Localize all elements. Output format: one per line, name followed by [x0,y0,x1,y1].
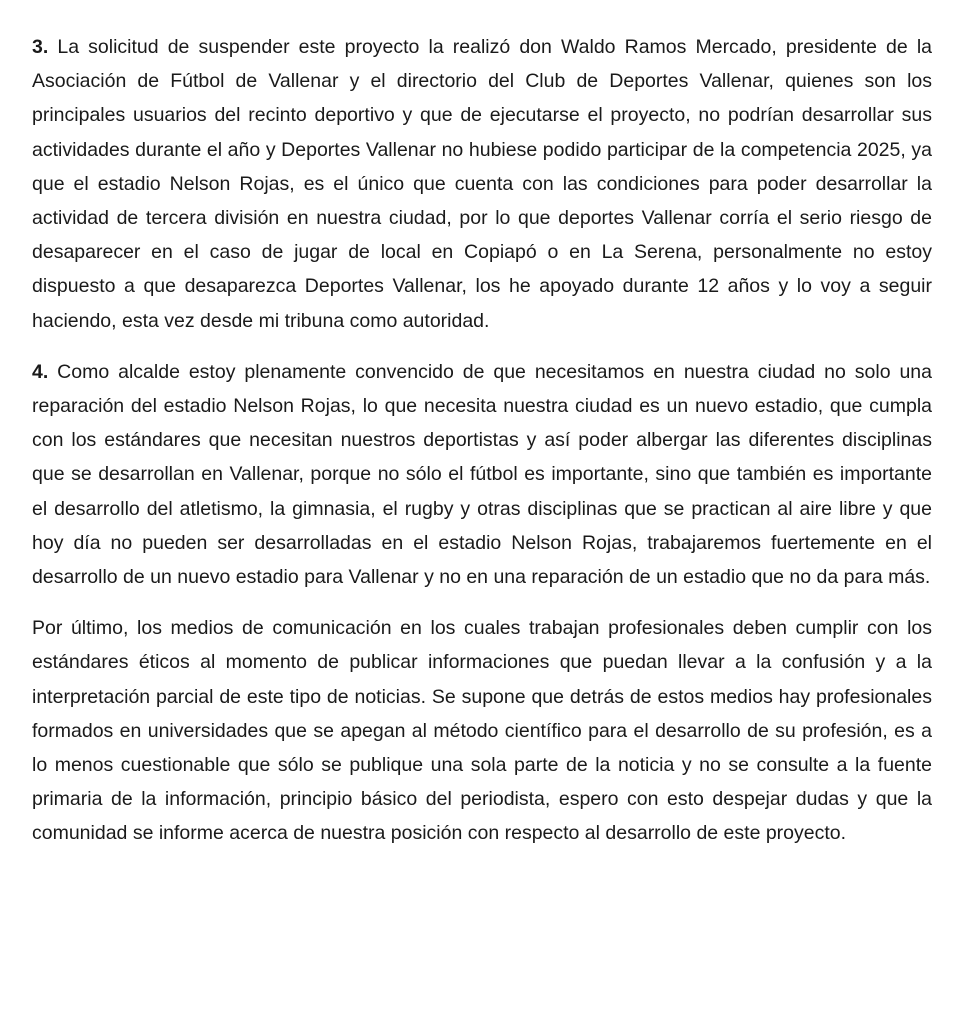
paragraph-4 [32,355,932,594]
paragraph-number: 4. [32,360,49,383]
document-body [32,30,932,868]
paragraph-3 [32,30,932,338]
paragraph-text: La solicitud de suspender este proyecto la realizó don Waldo Ramos Mercado, presidente de la Asociación de Fútbol de Vallenar y el directorio del Club de Deportes Vallenar, quienes son los principales usuarios del recinto deportivo y que de ejecutarse el proyecto, no podrían desarrollar sus actividades durante el año y Deportes Vallenar no hubiese podido participar de la competencia 2025, ya que el estadio Nelson Rojas, es el único que cuenta con las condiciones para poder desarrollar la actividad de tercera división en nuestra ciudad, por lo que deportes Vallenar corría el serio riesgo de desaparecer en el caso de jugar de local en Copiapó o en La Serena, personalmente no estoy dispuesto a que desaparezca Deportes Vallenar, los he apoyado durante 12 años y lo voy a seguir haciendo, esta vez desde mi tribuna como autoridad. [32,36,932,332]
paragraph-text: Como alcalde estoy plenamente convencido de que necesitamos en nuestra ciudad no solo una reparación del estadio Nelson Rojas, lo que necesita nuestra ciudad es un nuevo estadio, que cumpla con los estándares que necesitan nuestros deportistas y así poder albergar las diferentes disciplinas que se desarrollan en Vallenar, porque no sólo el fútbol es importante, sino que también es importante el desarrollo del atletismo, la gimnasia, el rugby y otras disciplinas que se practican al aire libre y que hoy día no pueden ser desarrolladas en el estadio Nelson Rojas, trabajaremos fuertemente en el desarrollo de un nuevo estadio para Vallenar y no en una reparación de un estadio que no da para más. [32,360,932,589]
paragraph-number: 3. [32,36,49,58]
paragraph-text: Por último, los medios de comunicación en los cuales trabajan profesionales deben cumplir con los estándares éticos al momento de publicar informaciones que puedan llevar a la confusión y a la interpretación parcial de este tipo de noticias. Se supone que detrás de estos medios hay profesionales formados en universidades que se apegan al método científico para el desarrollo de su profesión, es a lo menos cuestionable que sólo se publique una sola parte de la noticia y no se consulte a la fuente primaria de la información, principio básico del periodista, espero con esto despejar dudas y que la comunidad se informe acerca de nuestra posición con respecto al desarrollo de este proyecto. [32,617,932,845]
closing-paragraph [32,611,932,850]
